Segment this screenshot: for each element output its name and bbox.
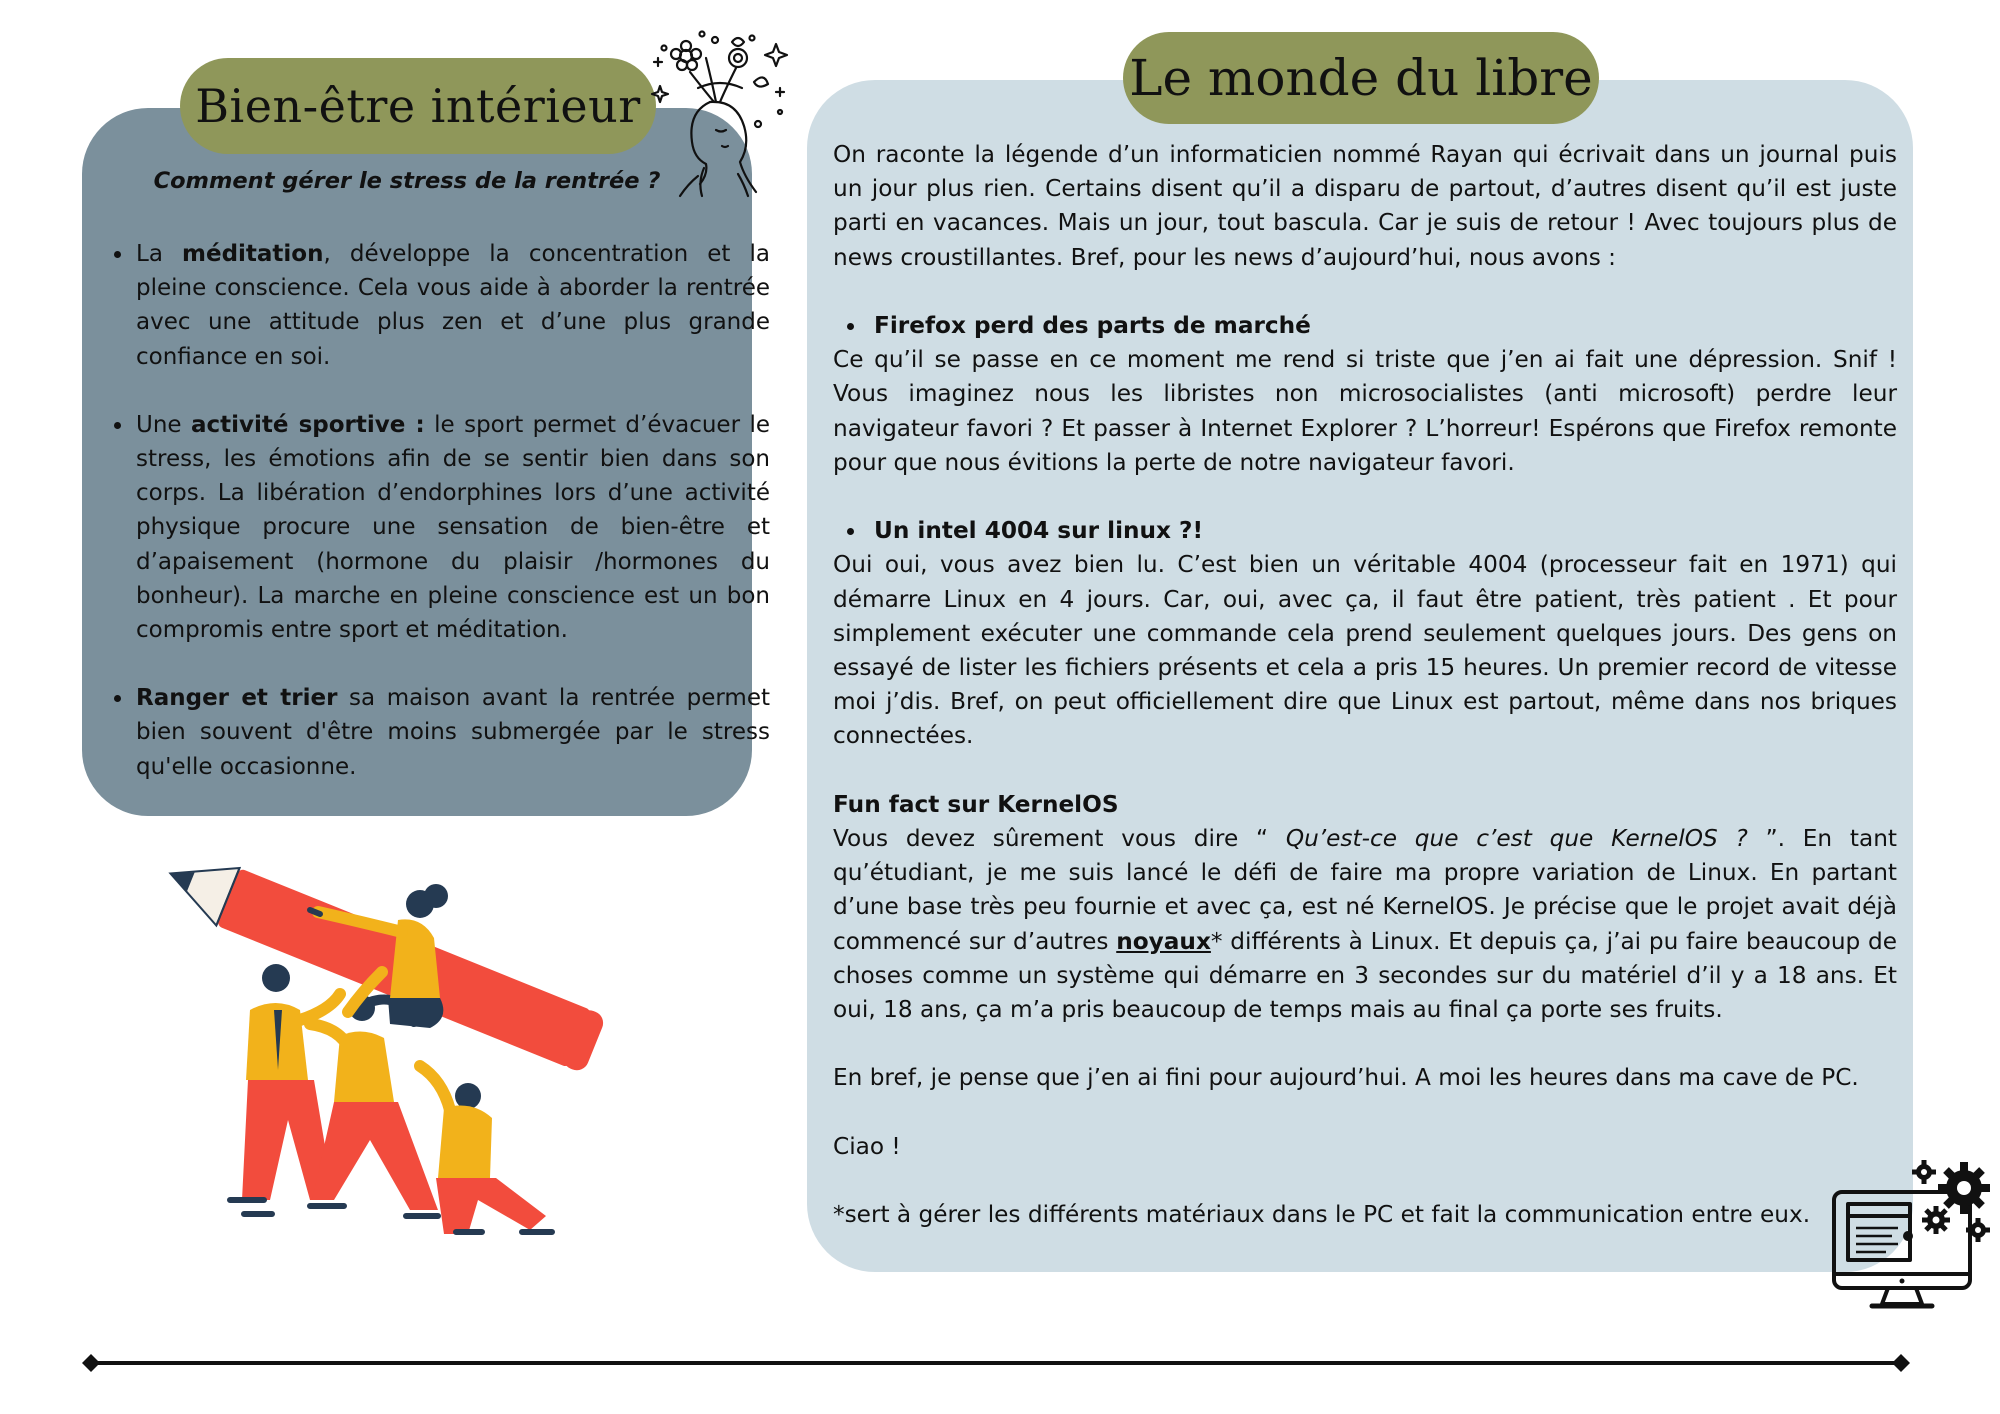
ciao-text: Ciao ! xyxy=(833,1132,901,1160)
right-title: Le monde du libre xyxy=(1129,49,1593,107)
item-text: sa maison avant la rentrée permet bien souvent d'être moins submergée par le stress qu'elle occasionne. xyxy=(136,685,770,780)
funfact-post: * différents à Linux. Et depuis ça, j’ai pu faire beaucoup de choses comme un système qui démarre en 3 secondes sur du matériel d’il y a 18 ans. Et oui, 18 ans, ça m’a pris beaucoup de temps mais au final ça porte ses fruits. xyxy=(833,927,1898,1024)
section1-title: Firefox perd des parts de marché xyxy=(874,312,1311,339)
funfact-title: Fun fact sur KernelOS xyxy=(833,790,1119,818)
funfact-paragraph xyxy=(833,822,1897,1027)
intro-paragraph: On raconte la légende d’un informaticien nommé Rayan qui écrivait dans un journal puis un jour plus rien. Certains disent qu’il a disparu de partout, d’autres disent qu’il est juste parti en vacances. Mais un jour, tout bascula. Car je suis de retour ! Avec toujours plus de news croustillantes. Bref, pour les news d’aujourd’hui, nous avons : xyxy=(833,141,1897,271)
footer-divider xyxy=(82,1352,1910,1374)
bullet-dot xyxy=(847,323,854,330)
item-prefix: Une xyxy=(136,411,191,438)
section-heading-firefox xyxy=(833,309,1897,343)
list-item xyxy=(134,408,770,647)
left-title-pill xyxy=(180,58,656,154)
left-title: Bien-être intérieur xyxy=(195,79,641,133)
item-keyword: Ranger et trier xyxy=(136,685,338,712)
closing-paragraph: En bref, je pense que j’en ai fini pour aujourd’hui. A moi les heures dans ma cave de PC. xyxy=(833,1064,1859,1092)
computer-gears-icon xyxy=(1828,1156,2000,1318)
bullet-dot xyxy=(847,528,854,535)
item-text: , développe la concentration et la pleine conscience. Cela vous aide à aborder la rentrée avec une attitude plus zen et d’une plus grande confiance en soi. xyxy=(136,241,770,370)
item-keyword: activité sportive : xyxy=(190,411,425,438)
section1-paragraph: Ce qu’il se passe en ce moment me rend si triste que j’en ai fait une dépression. Snif ! Vous imaginez nous les libristes non microsocialistes (anti microsoft) perdre leur navigateur favori ? Et passer à Internet Explorer ? L’horreur! Espérons que Firefox remonte pour que nous évitions la perte de notre navigateur favori. xyxy=(833,346,1897,476)
noyaux-link[interactable]: noyaux xyxy=(1116,927,1211,955)
article-body xyxy=(833,138,1897,1232)
list-item xyxy=(134,681,770,784)
item-keyword: méditation xyxy=(182,241,324,267)
team-carrying-pencil-illustration xyxy=(150,860,670,1240)
funfact-quote: Qu’est-ce que c’est que KernelOS ? xyxy=(1285,825,1766,853)
section2-paragraph: Oui oui, vous avez bien lu. C’est bien un véritable 4004 (processeur fait en 1971) qui démarre Linux en 4 jours. Car, oui, avec ça, il faut être patient, très patient . Et pour simplement exécuter une commande cela prend seulement quelques jours. Des gens on essayé de lister les fichiers présents et cela a pris 15 heures. Un premier record de vitesse moi j’dis. Bref, on peut officiellement dire que Linux est partout, même dans nos briques connectées. xyxy=(833,551,1897,750)
section2-title: Un intel 4004 sur linux ?! xyxy=(874,517,1204,545)
left-subtitle: Comment gérer le stress de la rentrée ? xyxy=(153,168,661,194)
left-tips-list xyxy=(106,237,770,784)
right-title-pill xyxy=(1123,32,1599,124)
section-heading-intel xyxy=(833,514,1897,548)
footnote: *sert à gérer les différents matériaux dans le PC et fait la communication entre eux. xyxy=(833,1201,1811,1229)
funfact-mid: ”. En tant qu’étudiant, je me suis lancé le défi de faire ma propre variation de Linux. En partant d’une base très peu fournie et avec ça, est né KernelOS. Je précise que le projet avait déjà commencé sur d’autres xyxy=(833,825,1898,955)
item-prefix: La xyxy=(136,241,182,267)
item-text: le sport permet d’évacuer le stress, les émotions afin de se sentir bien dans son corps. La libération d’endorphines lors d’une activité physique procure une sensation de bien-être et d’apaisement (hormone du plaisir /hormones du bonheur). La marche en pleine conscience est un bon compromis entre sport et méditation. xyxy=(136,411,770,644)
list-item xyxy=(134,237,770,374)
funfact-pre: Vous devez sûrement vous dire “ xyxy=(833,825,1286,853)
